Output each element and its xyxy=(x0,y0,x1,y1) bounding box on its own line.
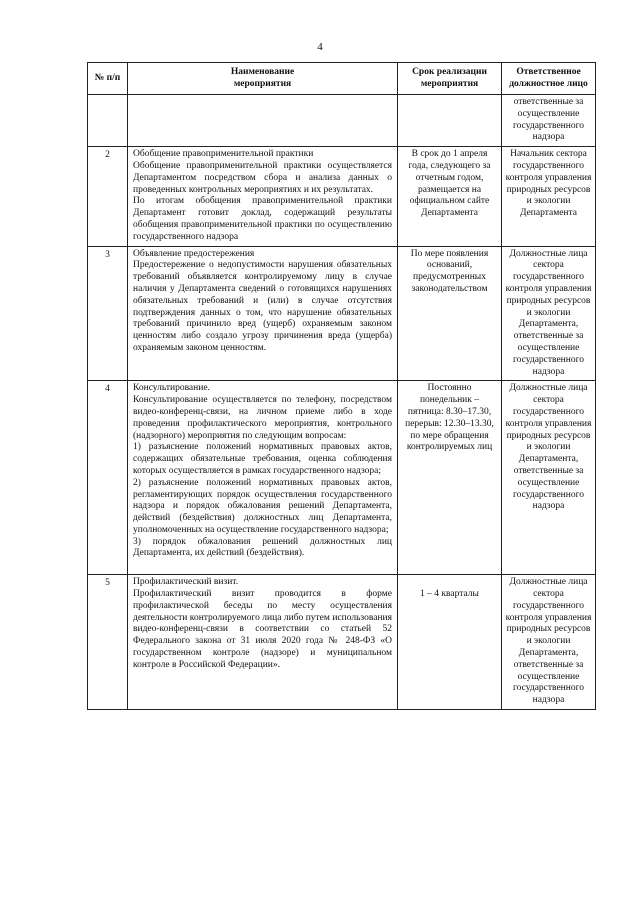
cell-name xyxy=(128,147,398,246)
event-paragraph: 3) порядок обжалования решений должностных лиц Департамента, их действий (бездействия). xyxy=(133,536,392,559)
event-title: Профилактический визит. xyxy=(133,577,239,588)
cell-term: По мере появления оснований, предусмотренных законодательством xyxy=(398,246,502,381)
header-responsible: Ответственное должностное лицо xyxy=(502,63,596,95)
cell-responsible: Начальник сектора государственного контроля управления природных ресурсов и экологии Департамента xyxy=(502,147,596,246)
cell-num: 4 xyxy=(88,381,128,575)
header-num: № п/п xyxy=(88,63,128,95)
cell-term: В срок до 1 апреля года, следующего за отчетным годом, размещается на официальном сайте Департамента xyxy=(398,147,502,246)
cell-name xyxy=(128,381,398,575)
cell-name xyxy=(128,575,398,710)
cell-num: 2 xyxy=(88,147,128,246)
cell-term: Постоянно понедельник – пятница: 8.30–17.30, перерыв: 12.30–13.30, по мере обращения контролируемых лиц xyxy=(398,381,502,575)
cell-term: 1 – 4 кварталы xyxy=(398,575,502,710)
cell-name xyxy=(128,246,398,381)
header-term-line2: мероприятия xyxy=(420,79,479,89)
event-title: Обобщение правоприменительной практики xyxy=(133,149,314,160)
cell-num: 3 xyxy=(88,246,128,381)
event-paragraph: 2) разъяснение положений нормативных правовых актов, регламентирующих порядок осуществления государственного надзора и порядок обжалования решений Департамента, действий (бездействия) должностных лиц Департамента, уполномоченных на осуществление государственного надзора; xyxy=(133,477,392,535)
cell-responsible: Должностные лица сектора государственного контроля управления природных ресурсов и экологии Департамента, ответственные за осуществление государственного надзора xyxy=(502,575,596,710)
table-header-row xyxy=(88,63,596,95)
table-row-2 xyxy=(88,147,596,246)
header-name xyxy=(128,63,398,95)
table-row-3 xyxy=(88,246,596,381)
events-table xyxy=(87,62,596,710)
event-paragraph: Предостережение о недопустимости нарушения обязательных требований объявляется контролируемому лицу в случае наличия у Департамента сведений о готовящихся нарушениях обязательных требований и (или) в случае отсутствия подтверждения данных о том, что нарушение обязательных требований причинило вред (ущерб) охраняемым законом ценностям либо создало угрозу причинения вреда (ущерба) охраняемым законом ценностям. xyxy=(133,260,392,353)
cell-term xyxy=(398,95,502,147)
event-paragraph: Консультирование осуществляется по телефону, посредством видео-конференц-связи, на личном приеме либо в ходе проведения профилактического мероприятия, контрольного (надзорного) мероприятия по следующим вопросам: xyxy=(133,395,392,441)
cell-responsible: Должностные лица сектора государственного контроля управления природных ресурсов и экологии Департамента, ответственные за осуществление государственного надзора xyxy=(502,381,596,575)
table-row-4 xyxy=(88,381,596,575)
event-paragraph: Обобщение правоприменительной практики осуществляется Департаментом посредством сбора и анализа данных о проведенных контрольных мероприятиях и их результатах. xyxy=(133,160,392,195)
event-title: Объявление предостережения xyxy=(133,248,255,259)
cell-responsible: Должностные лица сектора государственного контроля управления природных ресурсов и экологии Департамента, ответственные за осуществление государственного надзора xyxy=(502,246,596,381)
header-term-line1: Срок реализации xyxy=(412,67,487,78)
cell-num xyxy=(88,95,128,147)
event-title: Консультирование. xyxy=(133,383,210,394)
header-term xyxy=(398,63,502,95)
header-name-line2: мероприятия xyxy=(233,79,292,89)
cell-name xyxy=(128,95,398,147)
event-paragraph: По итогам обобщения правоприменительной практики Департамент готовит доклад, содержащий результаты обобщения правоприменительной практики по осуществлению государственного надзора xyxy=(133,196,392,242)
event-paragraph: Профилактический визит проводится в форме профилактической беседы по месту осуществления деятельности контролируемого лица либо путем использования видео-конференц-связи в соответствии со статьей 52 Федерального закона от 31 июля 2020 года № 248-ФЗ «О государственном контроле (надзоре) и муниципальном контроле в Российской Федерации». xyxy=(133,589,392,670)
event-paragraph: 1) разъяснение положений нормативных правовых актов, содержащих обязательные требования, оценка соблюдения которых осуществляется в рамках государственного надзора; xyxy=(133,442,392,476)
page-number: 4 xyxy=(317,41,323,53)
table-row-5 xyxy=(88,575,596,710)
header-name-line1: Наименование xyxy=(230,67,295,78)
cell-num: 5 xyxy=(88,575,128,710)
table-row-continuation xyxy=(88,95,596,147)
cell-responsible: ответственные за осуществление государственного надзора xyxy=(502,95,596,147)
